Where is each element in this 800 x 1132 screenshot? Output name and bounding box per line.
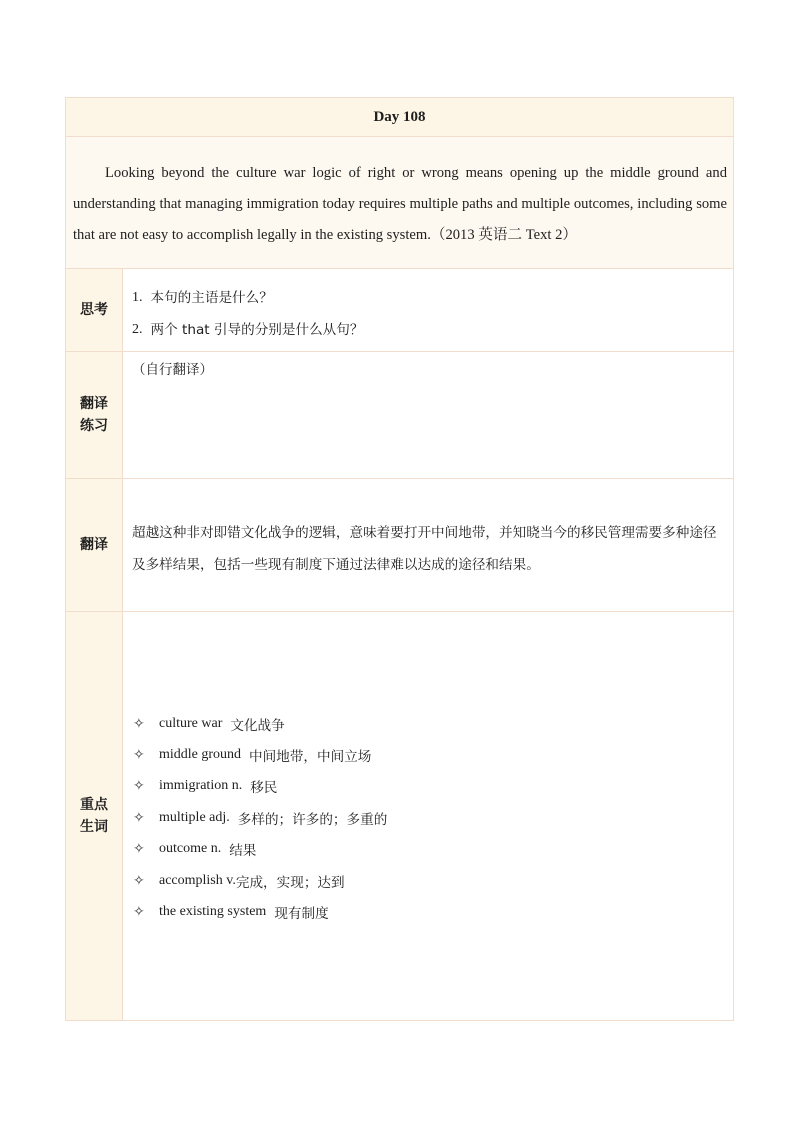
translation-label: [66, 479, 123, 611]
vocabulary-content: [123, 612, 733, 1020]
vocab-term: accomplish v.: [159, 872, 236, 888]
vocab-gloss: 中间地带，中间立场: [249, 749, 372, 766]
list-item: [133, 865, 733, 896]
vocabulary-row: [66, 612, 733, 1020]
diamond-bullet-icon: ✧: [133, 778, 145, 795]
think-row: [66, 269, 733, 352]
think-label-text: 思考: [80, 302, 108, 318]
vocab-gloss: 现有制度: [274, 906, 329, 923]
passage-text: Looking beyond the culture war logic of right or wrong means opening up the middle ground and understanding that managing immigration today requires multiple paths and multiple outcomes, including some that are not easy to accomplish legally in the existing system.（2013 英语二 Text 2）: [73, 165, 727, 243]
vocab-gloss: 完成，实现；达到: [235, 874, 345, 891]
vocabulary-label-line2: 生词: [80, 819, 108, 835]
question-text: 两个 that 引导的分别是什么从句？: [150, 322, 364, 338]
vocab-term: multiple adj.: [159, 809, 230, 825]
passage-block: [66, 137, 733, 269]
vocab-gloss: 文化战争: [230, 717, 285, 734]
vocab-term: middle ground: [159, 747, 242, 763]
practice-row: [66, 352, 733, 479]
question-item: [132, 314, 733, 346]
question-item: [132, 282, 733, 314]
diamond-bullet-icon: ✧: [133, 809, 145, 826]
diamond-bullet-icon: ✧: [133, 841, 145, 858]
think-label: [66, 269, 123, 351]
list-item: [133, 802, 733, 833]
vocab-gloss: 移民: [250, 780, 278, 797]
vocab-term: the existing system: [159, 904, 267, 920]
list-item: [133, 708, 733, 739]
list-item: [133, 834, 733, 865]
translation-text: 超越这种非对即错文化战争的逻辑，意味着要打开中间地带，并知晓当今的移民管理需要多种途径及多样结果，包括一些现有制度下通过法律难以达成的途径和结果。: [132, 525, 717, 573]
translation-label-text: 翻译: [80, 537, 108, 553]
question-text: 本句的主语是什么？: [150, 290, 273, 306]
vocabulary-label: [66, 612, 123, 1020]
practice-area[interactable]: [123, 352, 733, 478]
vocabulary-label-line1: 重点: [80, 797, 108, 813]
vocab-term: outcome n.: [159, 841, 222, 857]
think-content: [123, 269, 733, 351]
diamond-bullet-icon: ✧: [133, 715, 145, 732]
translation-row: [66, 479, 733, 612]
diamond-bullet-icon: ✧: [133, 872, 145, 889]
practice-placeholder: （自行翻译）: [132, 362, 213, 378]
card-title: Day 108: [66, 98, 733, 137]
practice-label: [66, 352, 123, 478]
vocab-term: culture war: [159, 715, 223, 731]
diamond-bullet-icon: ✧: [133, 904, 145, 921]
diamond-bullet-icon: ✧: [133, 747, 145, 764]
question-number: 1.: [132, 290, 143, 305]
practice-label-line2: 练习: [80, 418, 108, 434]
vocabulary-list: [133, 708, 733, 928]
vocab-gloss: 结果: [229, 843, 257, 860]
practice-label-line1: 翻译: [80, 396, 108, 412]
vocab-term: immigration n.: [159, 778, 243, 794]
list-item: [133, 771, 733, 802]
list-item: [133, 896, 733, 927]
list-item: [133, 739, 733, 770]
vocab-gloss: 多样的；许多的；多重的: [237, 811, 388, 828]
study-card: [65, 97, 734, 1021]
question-number: 2.: [132, 322, 143, 337]
